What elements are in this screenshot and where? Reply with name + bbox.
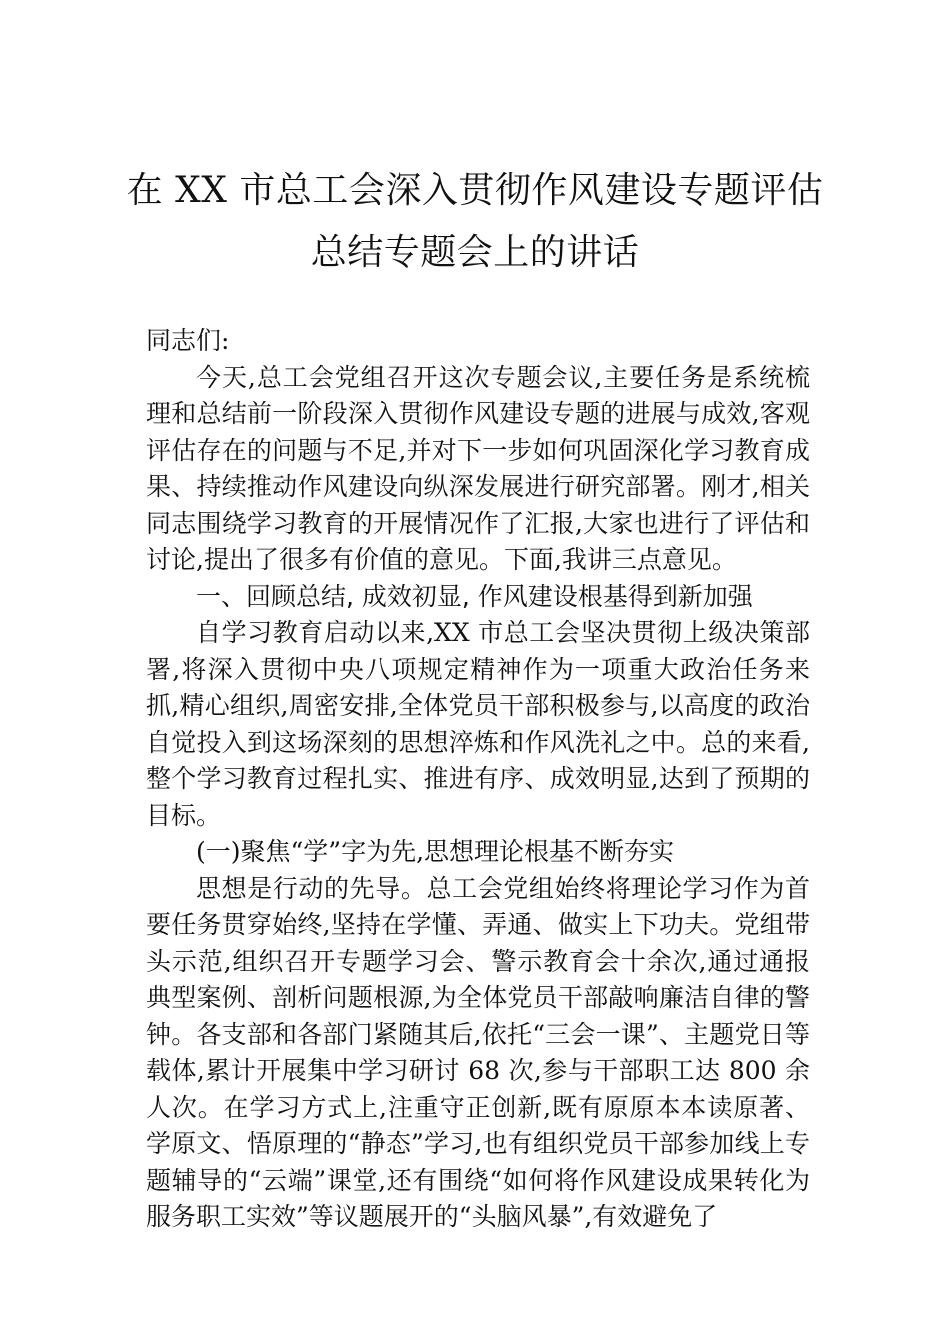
salutation: 同志们: [146, 326, 230, 355]
intro-paragraph: 今天,总工会党组召开这次专题会议,主要任务是系统梳理和总结前一阶段深入贯彻作风建设专题的进展与成效,客观评估存在的问题与不足,并对下一步如何巩固深化学习教育成果、持续推动作风建设向纵深发展进行研究部署。刚才,相关同志围绕学习教育的开展情况作了汇报,大家也进行了评估和讨论,提出了很多有价值的意见。下面,我讲三点意见。 [146, 362, 810, 574]
document-body [146, 323, 810, 1236]
subsection-heading-1: (一)聚焦“学”字为先,思想理论根基不断夯实 [196, 837, 675, 866]
title-line-2: 总结专题会上的讲话 [310, 232, 640, 273]
section-1-paragraph: 自学习教育启动以来,XX 市总工会坚决贯彻上级决策部署,将深入贯彻中央八项规定精神作为一项重大政治任务来抓,精心组织,周密安排,全体党员干部积极参与,以高度的政治自觉投入到这场深刻的思想淬炼和作风洗礼之中。总的来看,整个学习教育过程扎实、推进有序、成效明显,达到了预期的目标。 [146, 618, 810, 830]
section-heading-1: 一、回顾总结, 成效初显, 作风建设根基得到新加强 [196, 581, 753, 611]
subsection-1-paragraph: 思想是行动的先导。总工会党组始终将理论学习作为首要任务贯穿始终,坚持在学懂、弄通、做实上下功夫。党组带头示范,组织召开专题学习会、警示教育会十余次,通过通报典型案例、剖析问题根源,为全体党员干部敲响廉洁自律的警钟。各支部和各部门紧随其后,依托“三会一课”、主题党日等载体,累计开展集中学习研讨 68 次,参与干部职工达 800 余人次。在学习方式上,注重守正创新,既有原原本本读原著、学原文、悟原理的“静态”学习,也有组织党员干部参加线上专题辅导的“云端”课堂,还有围绕“如何将作风建设成果转化为服务职工实效”等议题展开的“头脑风暴”,有效避免了 [146, 873, 810, 1231]
document-title [120, 160, 830, 284]
title-line-1: 在 XX 市总工会深入贯彻作风建设专题评估 [126, 170, 824, 211]
